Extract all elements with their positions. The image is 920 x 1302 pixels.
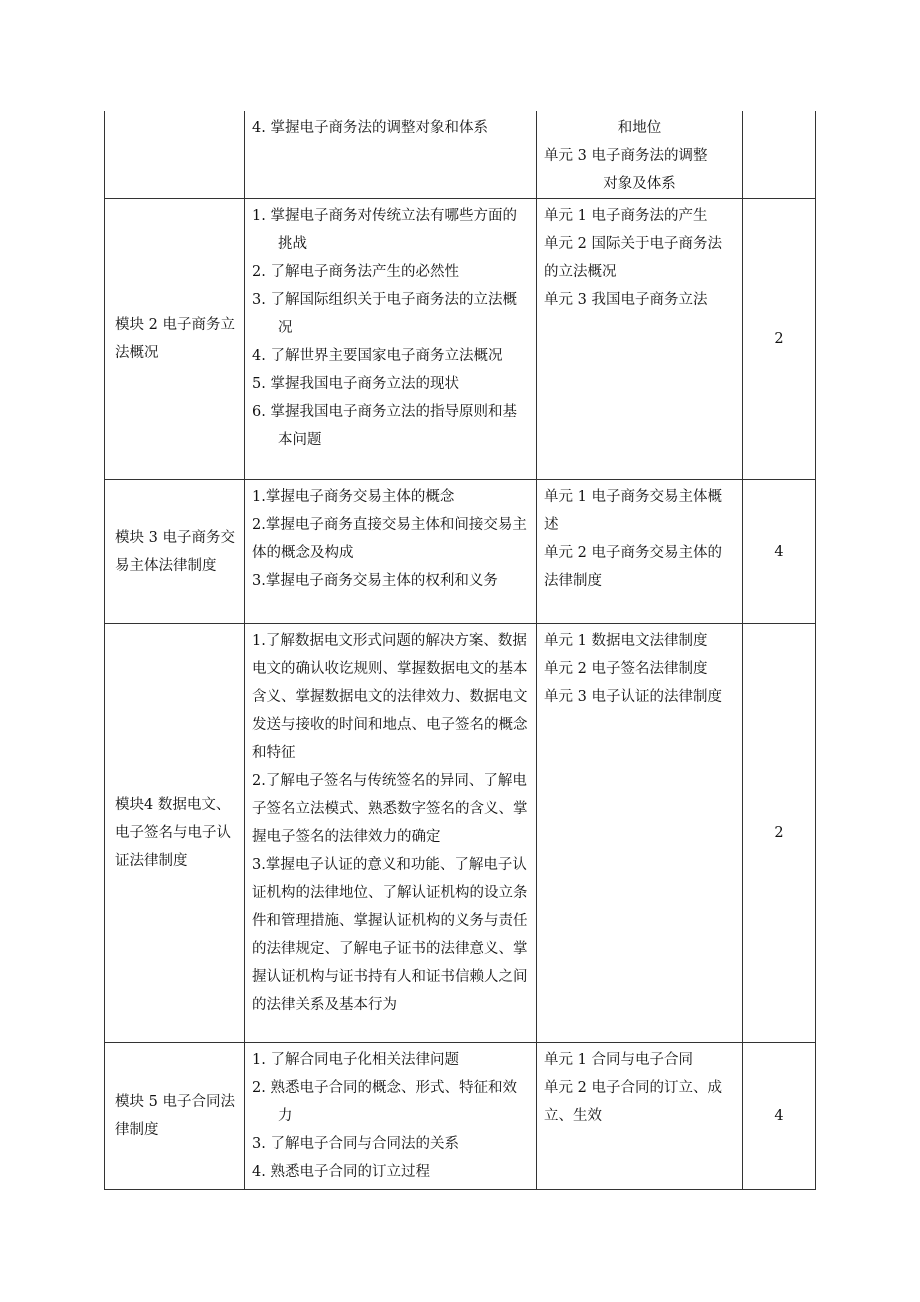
objective-item: 3.掌握电子商务交易主体的权利和义务 <box>252 573 498 589</box>
unit-item: 单元 1 数据电文法律制度 <box>544 633 708 649</box>
table-row <box>105 480 816 624</box>
unit-item: 单元 2 电子商务交易主体的法律制度 <box>544 545 722 589</box>
unit-item: 单元 1 电子商务法的产生 <box>544 208 708 224</box>
unit-item: 单元 2 电子合同的订立、成立、生效 <box>544 1080 722 1124</box>
unit-item: 单元 3 电子商务法的调整 <box>544 148 708 164</box>
table-row <box>105 199 816 480</box>
objective-item: 2.掌握电子商务直接交易主体和间接交易主体的概念及构成 <box>252 517 527 561</box>
objective-item: 4. 掌握电子商务法的调整对象和体系 <box>252 120 488 136</box>
module-cell: 模块 2 电子商务立法概况 <box>105 199 245 480</box>
hours-cell: 4 <box>743 1043 816 1190</box>
objective-item: 6. 掌握我国电子商务立法的指导原则和基本问题 <box>252 404 517 448</box>
objective-item: 2. 熟悉电子合同的概念、形式、特征和效力 <box>252 1080 517 1124</box>
objective-item: 3. 了解电子合同与合同法的关系 <box>252 1136 459 1152</box>
units-cell <box>537 480 743 624</box>
course-table <box>104 111 816 1190</box>
table-row <box>105 1043 816 1190</box>
unit-item: 单元 3 我国电子商务立法 <box>544 292 708 308</box>
units-cell <box>537 199 743 480</box>
hours-cell: 2 <box>743 624 816 1043</box>
objectives-cell <box>245 1043 537 1190</box>
objective-item: 3. 了解国际组织关于电子商务法的立法概况 <box>252 292 517 336</box>
unit-item: 单元 1 电子商务交易主体概述 <box>544 489 722 533</box>
objective-item: 2.了解电子签名与传统签名的异同、了解电子签名立法模式、熟悉数字签名的含义、掌握电子签名的法律效力的确定 <box>252 773 528 845</box>
objective-item: 3.掌握电子认证的意义和功能、了解电子认证机构的法律地位、了解认证机构的设立条件和管理措施、掌握认证机构的义务与责任的法律规定、了解电子证书的法律意义、掌握认证机构与证书持有人和证书信赖人之间的法律关系及基本行为 <box>252 857 528 1013</box>
objectives-cell <box>245 624 537 1043</box>
objective-item: 1.掌握电子商务交易主体的概念 <box>252 489 455 505</box>
units-cell <box>537 1043 743 1190</box>
units-cell <box>537 624 743 1043</box>
objective-item: 4. 了解世界主要国家电子商务立法概况 <box>252 348 503 364</box>
module-cell: 模块 5 电子合同法律制度 <box>105 1043 245 1190</box>
table-row <box>105 111 816 199</box>
objective-item: 5. 掌握我国电子商务立法的现状 <box>252 376 459 392</box>
objective-item: 1.了解数据电文形式问题的解决方案、数据电文的确认收讫规则、掌握数据电文的基本含义、掌握数据电文的法律效力、数据电文发送与接收的时间和地点、电子签名的概念和特征 <box>252 633 528 761</box>
unit-item: 对象及体系 <box>603 176 676 192</box>
objective-item: 1. 掌握电子商务对传统立法有哪些方面的挑战 <box>252 208 517 252</box>
objective-item: 2. 了解电子商务法产生的必然性 <box>252 264 459 280</box>
module-cell: 模块 3 电子商务交易主体法律制度 <box>105 480 245 624</box>
hours-cell: 2 <box>743 199 816 480</box>
objectives-cell <box>245 111 537 199</box>
units-cell <box>537 111 743 199</box>
unit-item: 单元 3 电子认证的法律制度 <box>544 689 722 705</box>
table-row <box>105 624 816 1043</box>
unit-item: 单元 2 国际关于电子商务法的立法概况 <box>544 236 722 280</box>
objectives-cell <box>245 480 537 624</box>
objectives-cell <box>245 199 537 480</box>
module-cell <box>105 111 245 199</box>
hours-cell: 4 <box>743 480 816 624</box>
objective-item: 1. 了解合同电子化相关法律问题 <box>252 1052 459 1068</box>
objective-item: 4. 熟悉电子合同的订立过程 <box>252 1164 430 1180</box>
unit-item: 单元 1 合同与电子合同 <box>544 1052 693 1068</box>
module-cell: 模块4 数据电文、电子签名与电子认证法律制度 <box>105 624 245 1043</box>
hours-cell <box>743 111 816 199</box>
unit-item: 单元 2 电子签名法律制度 <box>544 661 708 677</box>
unit-item: 和地位 <box>617 120 662 136</box>
